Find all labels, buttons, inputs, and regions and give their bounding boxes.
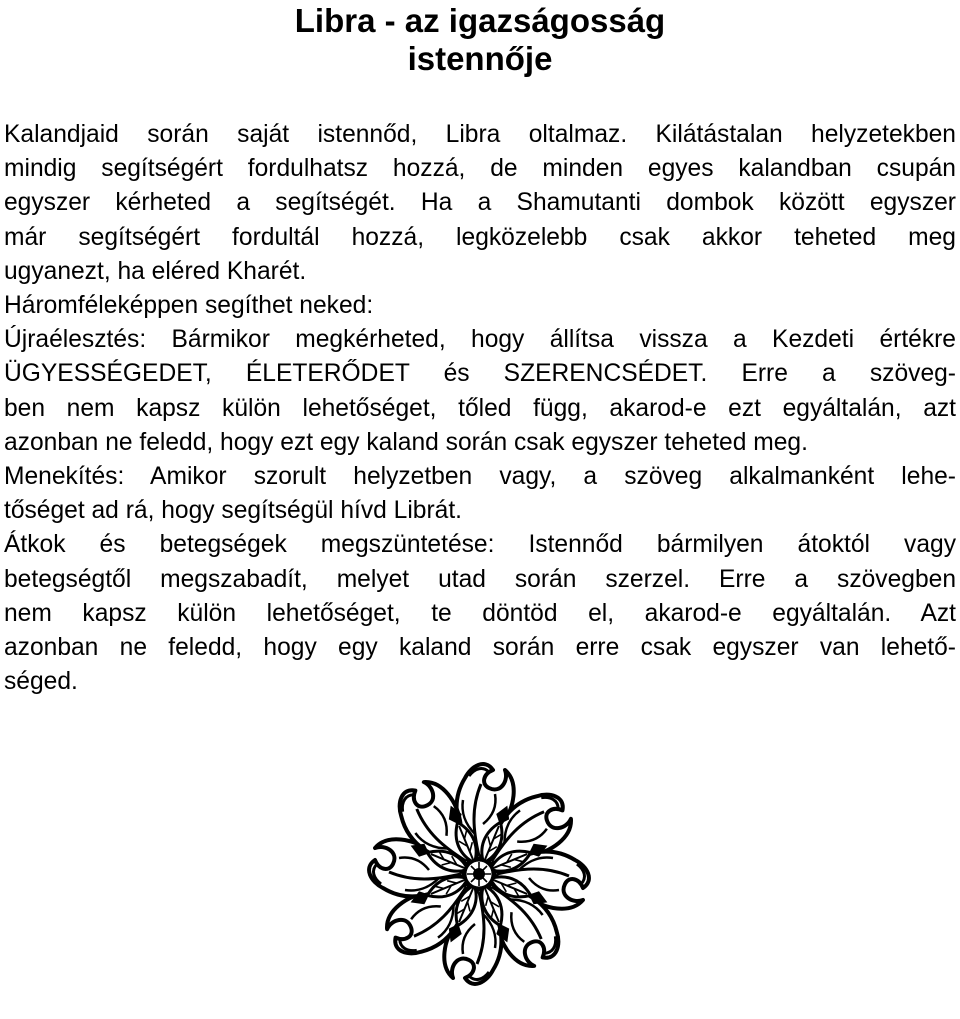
text-line: Átkok és betegségek megszüntetése: Istennőd bármilyen átoktól vagy [4, 531, 956, 559]
text-line: ugyanezt, ha eléred Kharét. [4, 257, 307, 285]
text-line: ben nem kapsz külön lehetőséget, tőled függ, akarod-e ezt egyáltalán, azt [4, 394, 956, 422]
body-text [4, 118, 956, 699]
rosette-ornament-icon [355, 755, 603, 993]
text-line: már segítségért fordultál hozzá, legközelebb csak akkor teheted meg [4, 223, 956, 251]
page-title [0, 2, 960, 78]
title-line-2: istennője [407, 40, 553, 77]
text-line: tőséget ad rá, hogy segítségül hívd Librát. [4, 497, 463, 525]
text-line: séged. [4, 668, 78, 696]
text-line: azonban ne feledd, hogy egy kaland során erre csak egyszer van lehető- [4, 634, 956, 662]
text-line: Kalandjaid során saját istennőd, Libra oltalmaz. Kilátástalan helyzetekben [4, 121, 956, 148]
text-line: Menekítés: Amikor szorult helyzetben vagy, a szöveg alkalmanként lehe- [4, 463, 956, 491]
text-line: nem kapsz külön lehetőséget, te döntöd el, akarod-e egyáltalán. Azt [4, 599, 956, 627]
text-line: egyszer kérheted a segítségét. Ha a Shamutanti dombok között egyszer [4, 189, 956, 217]
text-line: mindig segítségért fordulhatsz hozzá, de minden egyes kalandban csupán [4, 155, 956, 183]
title-line-1: Libra - az igazságosság [294, 2, 666, 39]
text-line: Háromféleképpen segíthet neked: [4, 292, 374, 320]
text-line: azonban ne feledd, hogy ezt egy kaland során csak egyszer teheted meg. [4, 428, 808, 456]
text-line: betegségtől megszabadít, melyet utad során szerzel. Erre a szövegben [4, 565, 956, 593]
text-line: ÜGYESSÉGEDET, ÉLETERŐDET és SZERENCSÉDET. Erre a szöveg- [4, 360, 956, 388]
text-line: Újraélesztés: Bármikor megkérheted, hogy állítsa vissza a Kezdeti értékre [4, 326, 956, 354]
